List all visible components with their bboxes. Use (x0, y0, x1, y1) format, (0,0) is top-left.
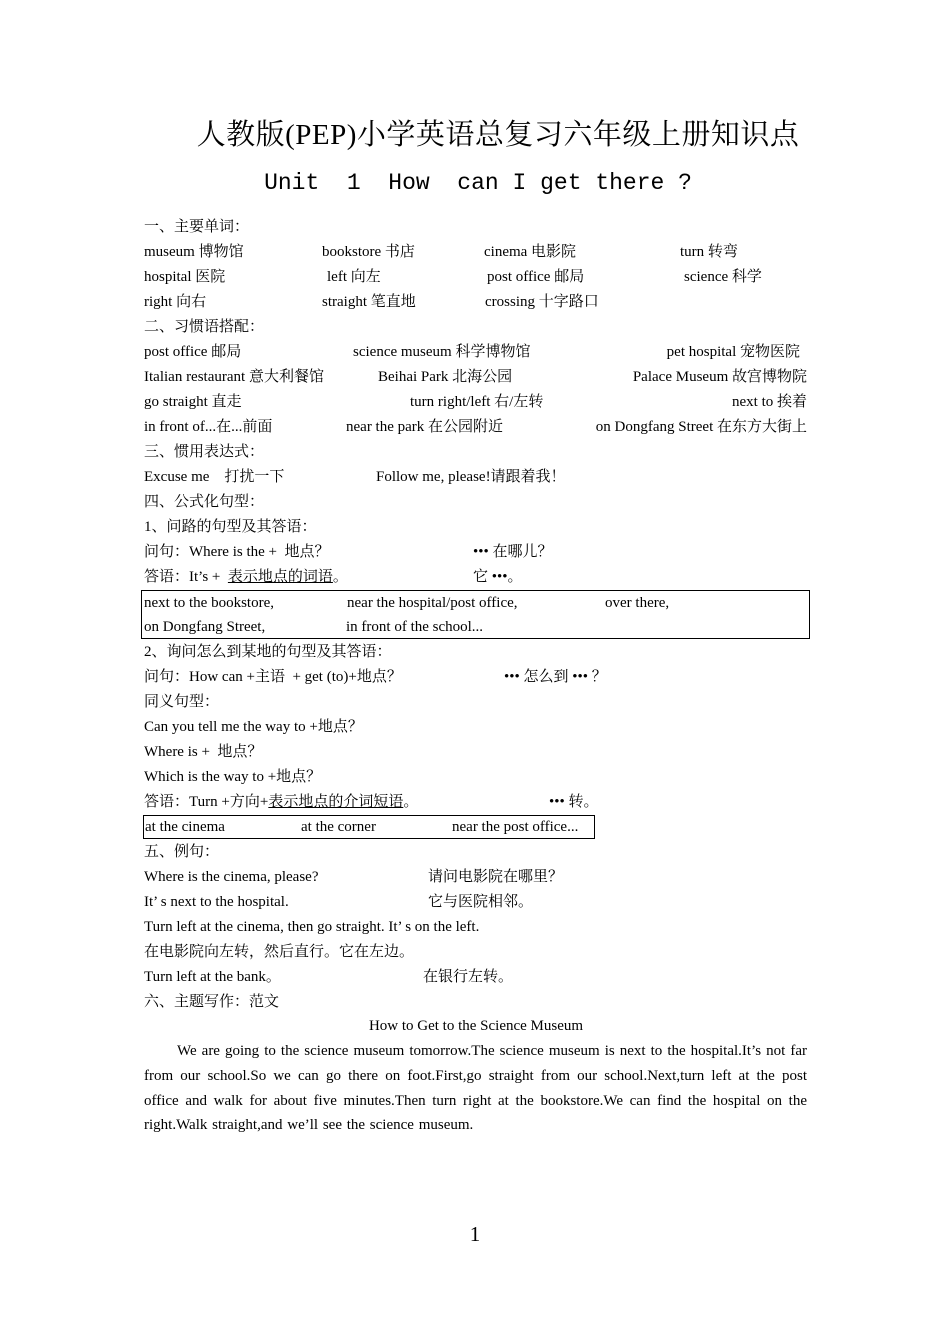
answer-text: 答语：Turn +方向+ (144, 794, 269, 810)
box-item: at the cinema (145, 819, 225, 835)
question-translation: ••• 在哪儿？ (473, 544, 553, 560)
phrase-item: turn right/left 右/左转 (410, 394, 544, 410)
unit-title: Unit 1 How can I get there ? (264, 170, 692, 196)
answer-line (144, 565, 808, 590)
example-chinese: 请问电影院在哪里？ (428, 869, 564, 885)
pattern-heading: 1、问路的句型及其答语： (144, 519, 317, 535)
question-line (144, 665, 808, 690)
vocab-item: science 科学 (684, 269, 762, 285)
phrase-item: next to 挨着 (732, 394, 807, 410)
example-english: Turn left at the cinema, then go straight. It’ s on the left. (144, 919, 480, 935)
box-item: on Dongfang Street, (144, 619, 266, 635)
vocab-item: museum 博物馆 (144, 244, 244, 260)
vocab-row (144, 265, 808, 290)
phrase-item: Beihai Park 北海公园 (378, 369, 513, 385)
vocab-item: crossing 十字路口 (485, 294, 599, 310)
box-item: near the hospital/post office, (347, 595, 518, 611)
box-row (145, 815, 593, 840)
answer-translation: ••• 转。 (549, 794, 599, 810)
phrase-item: post office 邮局 (144, 344, 242, 360)
answer-suffix: 。 (403, 794, 419, 810)
expression-row (144, 465, 808, 490)
section-heading-writing: 六、主题写作：范文 (144, 994, 280, 1010)
answer-translation: 它 •••。 (473, 569, 523, 585)
synonym-sentence: Can you tell me the way to +地点？ (144, 719, 363, 735)
expression-item: Excuse me 打扰一下 (144, 469, 285, 485)
example-chinese: 它与医院相邻。 (428, 894, 534, 910)
box-item: next to the bookstore, (144, 595, 274, 611)
phrase-item: in front of...在...前面 (144, 419, 273, 435)
example-row (144, 915, 808, 940)
answer-line (144, 790, 808, 815)
example-row (144, 865, 808, 890)
vocab-item: turn 转弯 (680, 244, 738, 260)
section-heading-patterns: 四、公式化句型： (144, 494, 265, 510)
question-text: 问句：Where is the + 地点？ (144, 544, 330, 560)
example-row (144, 890, 808, 915)
phrase-row (144, 390, 808, 415)
box-item: in front of the school... (346, 619, 484, 635)
example-row (144, 940, 808, 965)
example-english: It’ s next to the hospital. (144, 894, 289, 910)
section-heading-expressions: 三、惯用表达式： (144, 444, 265, 460)
phrase-item: Palace Museum 故宫博物院 (632, 369, 807, 385)
vocab-item: straight 笔直地 (322, 294, 416, 310)
phrase-row (144, 365, 808, 390)
section-heading-vocabulary: 一、主要单词： (144, 219, 250, 235)
pattern-heading: 2、询问怎么到某地的句型及其答语： (144, 644, 392, 660)
page-number: 1 (469, 1222, 481, 1246)
box-item: at the corner (301, 819, 376, 835)
vocab-item: left 向左 (327, 269, 381, 285)
essay-title: How to Get to the Science Museum (368, 1018, 584, 1034)
vocab-item: bookstore 书店 (322, 244, 415, 260)
vocab-row (144, 240, 808, 265)
question-line (144, 540, 808, 565)
answer-text: 答语：It’s + (144, 569, 228, 585)
vocab-item: hospital 医院 (144, 269, 226, 285)
box-row (144, 591, 804, 616)
phrase-item: go straight 直走 (144, 394, 242, 410)
example-chinese: 在银行左转。 (423, 969, 514, 985)
example-box-prepositions (143, 815, 595, 839)
essay-body: We are going to the science museum tomorrow.The science museum is next to the hospital.It’s not far from our school.So we can go there on foot.First,go straight from our school.Next,turn left at the post office and walk for about five minutes.Then turn right at the bookstore.We can find the hospital on the right.Walk straight,and we’ll see the science museum. (144, 1043, 807, 1134)
vocab-item: cinema 电影院 (484, 244, 577, 260)
box-row (144, 615, 804, 640)
box-item: near the post office... (452, 819, 579, 835)
section-heading-examples: 五、例句： (144, 844, 220, 860)
vocab-item: right 向右 (144, 294, 207, 310)
answer-suffix: 。 (332, 569, 348, 585)
answer-underlined: 表示地点的介词短语 (268, 794, 404, 810)
phrase-item: Italian restaurant 意大利餐馆 (144, 369, 324, 385)
phrase-item: near the park 在公园附近 (346, 419, 504, 435)
phrase-row (144, 340, 808, 365)
example-row (144, 965, 808, 990)
phrase-item: science museum 科学博物馆 (353, 344, 531, 360)
box-item: over there, (605, 595, 670, 611)
vocab-item: post office 邮局 (487, 269, 585, 285)
example-english: Where is the cinema, please? (144, 869, 319, 885)
answer-underlined: 表示地点的词语 (227, 569, 333, 585)
page-title: 人教版(PEP)小学英语总复习六年级上册知识点 (196, 119, 800, 151)
phrase-item: pet hospital 宠物医院 (666, 344, 800, 360)
synonym-sentence: Where is + 地点？ (144, 744, 263, 760)
example-chinese: 在电影院向左转，然后直行。它在左边。 (144, 944, 415, 960)
phrase-item: on Dongfang Street 在东方大街上 (595, 419, 807, 435)
synonym-sentence: Which is the way to +地点？ (144, 769, 322, 785)
question-translation: ••• 怎么到 ••• ？ (504, 669, 607, 685)
phrase-row (144, 415, 808, 440)
question-text: 问句：How can +主语 + get (to)+地点？ (144, 669, 402, 685)
expression-item: Follow me, please!请跟着我！ (376, 469, 566, 485)
synonym-heading: 同义句型： (144, 694, 220, 710)
example-english: Turn left at the bank。 (144, 969, 281, 985)
example-box-locations (141, 590, 810, 639)
section-heading-phrases: 二、习惯语搭配： (144, 319, 265, 335)
vocab-row (144, 290, 808, 315)
